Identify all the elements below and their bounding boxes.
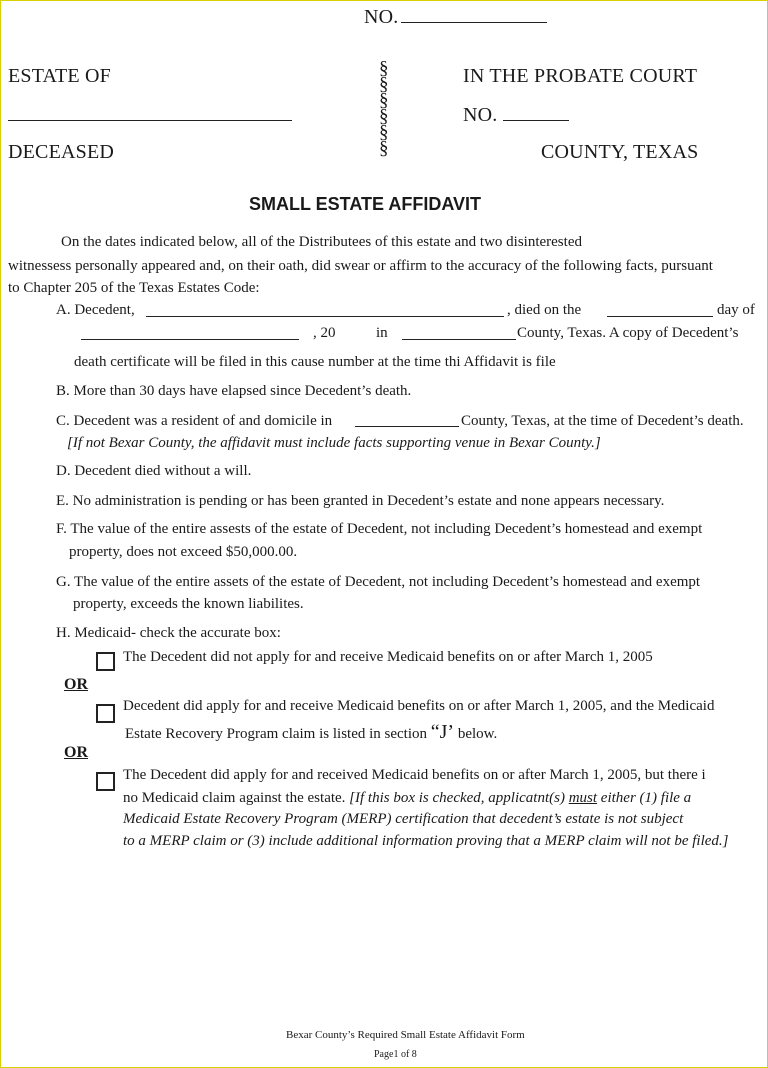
option-3-italic-a: [If this box is checked, applicatnt(s) [349,790,565,806]
item-a-decedent: A. Decedent, [56,302,135,318]
intro-line-3: to Chapter 205 of the Texas Estates Code: [8,280,260,296]
medicaid-option-2-checkbox[interactable] [96,704,115,723]
document-title: SMALL ESTATE AFFIDAVIT [249,194,481,214]
section-symbol: § [379,122,389,143]
item-a-county-copy: County, Texas. A copy of Decedent’s [517,325,739,341]
medicaid-option-1-text: The Decedent did not apply for and receive Medicaid benefits on or after March 1, 2005 [123,649,653,665]
footer-page-number: Page1 of 8 [374,1049,417,1060]
estate-of-label: ESTATE OF [8,65,111,87]
header-no-label: NO. [364,6,399,28]
item-g-line-1: G. The value of the entire assets of the estate of Decedent, not including Decedent’s homestead and exempt [56,574,701,590]
item-g-line-2: property, exceeds the known liabilites. [73,596,304,612]
item-a-in: in [376,325,388,341]
section-symbol: § [379,138,389,159]
section-symbol: § [379,106,389,127]
county-texas-label: COUNTY, TEXAS [541,141,699,163]
option-3-italic-b: either (1) file a [600,790,692,806]
medicaid-option-3-line-4: to a MERP claim or (3) include additional information proving that a MERP claim will not be filed.] [123,833,729,849]
estate-name-line[interactable] [8,120,292,121]
item-c-note: [If not Bexar County, the affidavit must include facts supporting venue in Bexar County.] [67,435,601,451]
residence-county-line[interactable] [355,426,459,427]
item-a-certificate: death certificate will be filed in this cause number at the time thi Affidavit is file [74,354,556,370]
footer-form-name: Bexar County’s Required Small Estate Affidavit Form [286,1029,525,1041]
section-symbol: § [379,58,389,79]
probate-court-label: IN THE PROBATE COURT [463,65,698,87]
or-separator: OR [64,676,88,693]
item-a-died-on: , died on the [507,302,582,318]
item-c-prefix: C. Decedent was a resident of and domicile in [56,413,333,429]
item-e: E. No administration is pending or has been granted in Decedent’s estate and none appears necessary. [56,493,665,509]
decedent-name-line[interactable] [146,316,504,317]
item-h: H. Medicaid- check the accurate box: [56,625,281,641]
item-c-suffix: County, Texas, at the time of Decedent’s death. [461,413,744,429]
intro-line-1: On the dates indicated below, all of the Distributees of this estate and two disinterested [61,234,582,250]
section-symbols [379,58,389,159]
option-2-quote: “J’ [430,721,455,743]
death-month-line[interactable] [81,339,299,340]
medicaid-option-1-checkbox[interactable] [96,652,115,671]
medicaid-option-3-checkbox[interactable] [96,772,115,791]
intro-line-2: witnessess personally appeared and, on their oath, did swear or affirm to the accuracy of the following facts, pursuant [8,258,713,274]
option-3-plain: no Medicaid claim against the estate. [123,790,346,806]
option-2-end: below. [457,726,498,742]
item-a-year: , 20 [313,325,336,341]
section-symbol: § [379,74,389,95]
item-b: B. More than 30 days have elapsed since Decedent’s death. [56,383,412,399]
court-no-line[interactable] [503,120,569,121]
medicaid-option-3-line-1: The Decedent did apply for and received Medicaid benefits on or after March 1, 2005, but there i [123,767,706,783]
item-f-line-2: property, does not exceed $50,000.00. [69,544,298,560]
section-symbol: § [379,90,389,111]
medicaid-option-3-line-3: Medicaid Estate Recovery Program (MERP) certification that decedent’s estate is not subject [123,811,684,827]
or-separator: OR [64,744,88,761]
item-a-day-of: day of [717,302,755,318]
death-county-line[interactable] [402,339,516,340]
medicaid-option-2-line-1: Decedent did apply for and receive Medicaid benefits on or after March 1, 2005, and the Medicaid [123,698,715,714]
item-f-line-1: F. The value of the entire assests of the estate of Decedent, not including Decedent’s homestead and exempt [56,521,703,537]
option-2-text: Estate Recovery Program claim is listed in section [125,726,428,742]
court-no-label: NO. [463,104,498,126]
option-3-must: must [568,790,598,806]
header-no-line[interactable] [401,22,547,23]
medicaid-option-3-line-2 [123,790,691,807]
item-d: D. Decedent died without a will. [56,463,252,479]
deceased-label: DECEASED [8,141,115,163]
death-day-line[interactable] [607,316,713,317]
medicaid-option-2-line-2 [125,721,497,744]
